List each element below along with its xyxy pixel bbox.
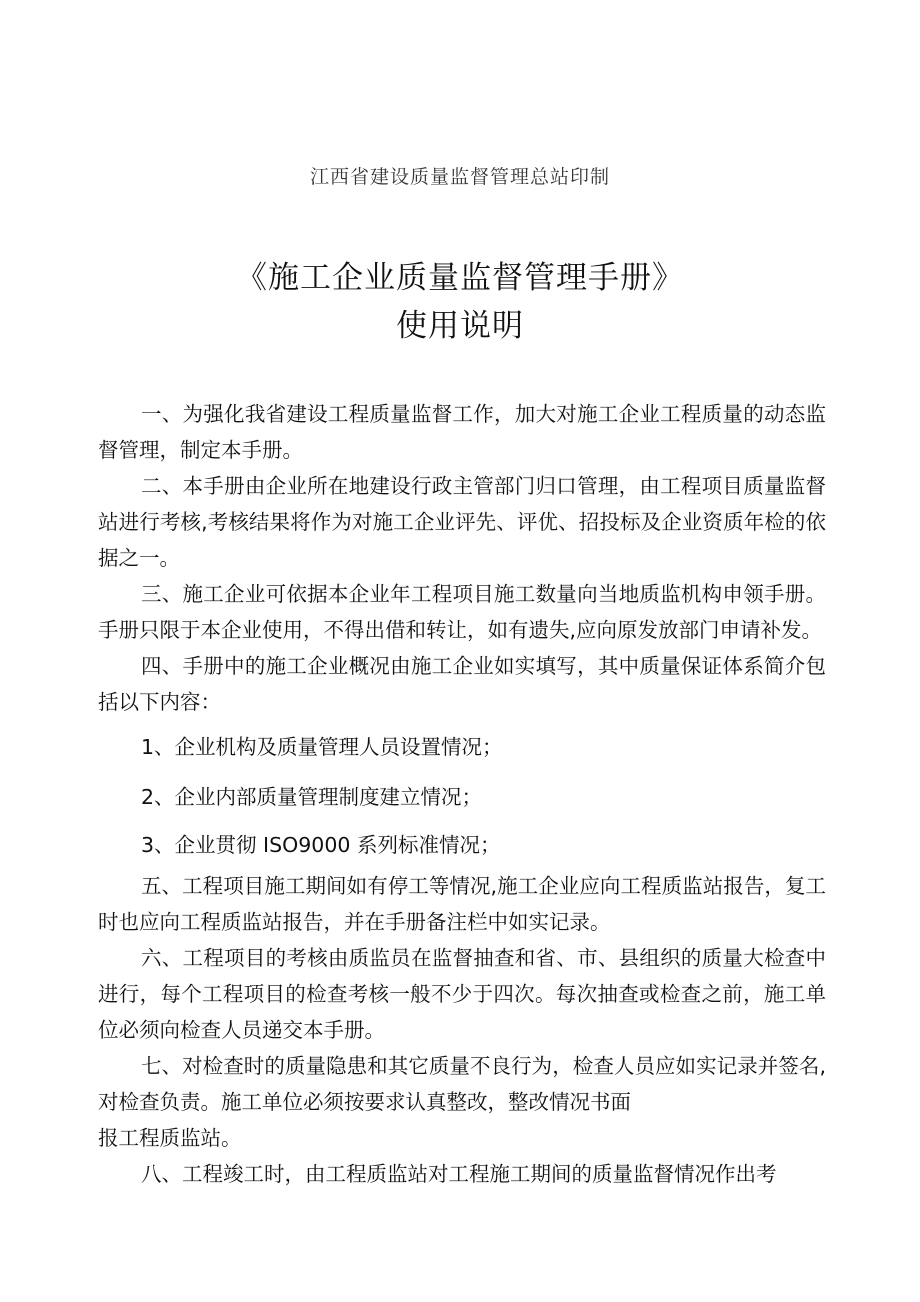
publisher-line: 江西省建设质量监督管理总站印制 [309, 166, 610, 188]
paragraph-8: 八、工程竣工时，由工程质监站对工程施工期间的质量监督情况作出考 [141, 1162, 777, 1186]
paragraph-2: 二、本手册由企业所在地建设行政主管部门归口管理，由工程项目质量监督站进行考核,考核结果将作为对施工企业评先、评优、招投标及企业资质年检的依据之一。 [98, 474, 826, 570]
paragraph-3: 三、施工企业可依据本企业年工程项目施工数量向当地质监机构申领手册。手册只限于本企业使用，不得出借和转让，如有遗失,应向原发放部门申请补发。 [98, 582, 826, 642]
paragraph-5: 五、工程项目施工期间如有停工等情况,施工企业应向工程质监站报告，复工时也应向工程质监站报告，并在手册备注栏中如实记录。 [98, 874, 826, 934]
list-item-1: 1、企业机构及质量管理人员设置情况； [141, 735, 503, 759]
document-subtitle: 使用说明 [396, 308, 524, 344]
paragraph-7-continuation: 报工程质监站。 [98, 1126, 242, 1150]
list-item-3: 3、企业贯彻 ISO9000 系列标准情况； [141, 833, 501, 857]
paragraph-6: 六、工程项目的考核由质监员在监督抽查和省、市、县组织的质量大检查中进行，每个工程项目的检查考核一般不少于四次。每次抽查或检查之前，施工单位必须向检查人员递交本手册。 [98, 946, 826, 1042]
document-body [98, 396, 826, 1192]
paragraph-1: 一、为强化我省建设工程质量监督工作，加大对施工企业工程质量的动态监督管理，制定本手册。 [98, 402, 826, 462]
paragraph-7 [98, 1048, 826, 1156]
paragraph-4: 四、手册中的施工企业概况由施工企业如实填写，其中质量保证体系简介包括以下内容： [98, 654, 826, 714]
paragraph-7-text: 七、对检查时的质量隐患和其它质量不良行为，检查人员应如实记录并签名,对检查负责。施工单位必须按要求认真整改，整改情况书面 [98, 1054, 826, 1114]
list-item-2: 2、企业内部质量管理制度建立情况； [141, 785, 483, 809]
document-title: 《施工企业质量监督管理手册》 [236, 260, 684, 296]
